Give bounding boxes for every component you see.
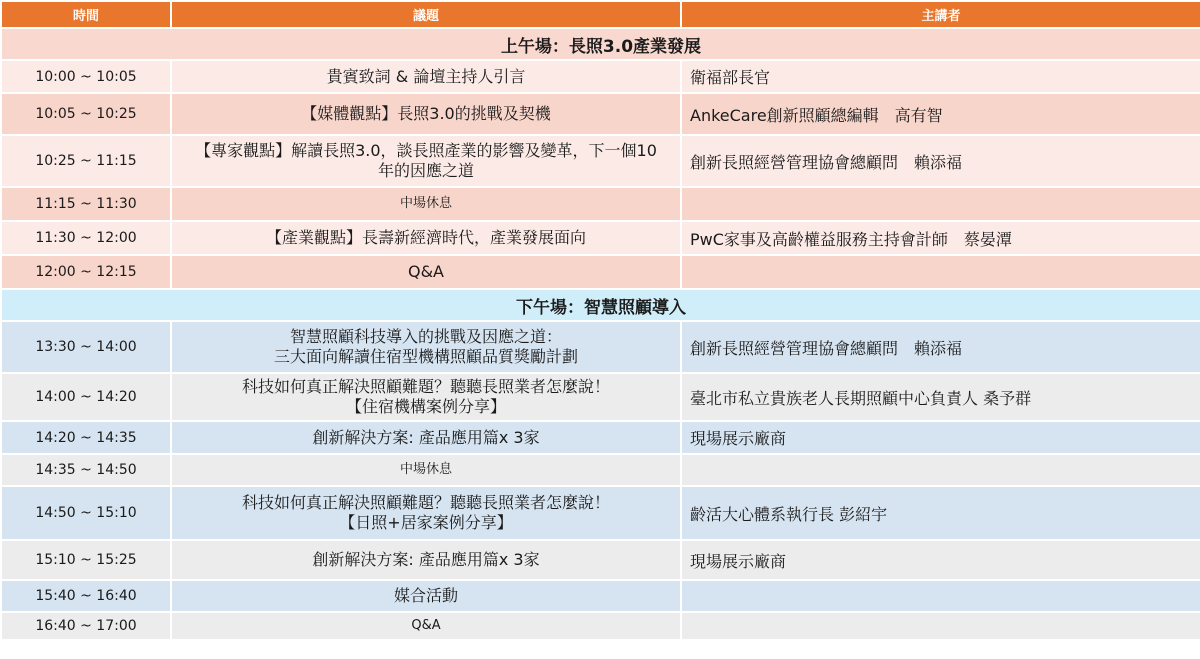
session-speaker: 現場展示廠商: [681, 540, 1200, 580]
table-row: [1, 454, 1200, 486]
session-topic: 智慧照顧科技導入的挑戰及因應之道： 三大面向解讀住宿型機構照顧品質獎勵計劃: [171, 321, 681, 373]
table-row: [1, 60, 1200, 93]
session-topic: 媒合活動: [171, 580, 681, 612]
session-topic: 中場休息: [171, 187, 681, 221]
table-row: [1, 187, 1200, 221]
table-row: [1, 421, 1200, 454]
header-topic: 議題: [171, 1, 681, 28]
session-topic: 創新解決方案: 產品應用篇x 3家: [171, 421, 681, 454]
session-speaker: PwC家事及高齡權益服務主持會計師 蔡晏潭: [681, 221, 1200, 255]
session-speaker: 齡活大心體系執行長 彭紹宇: [681, 486, 1200, 540]
table-row: [1, 321, 1200, 373]
session-time: 14:00 ~ 14:20: [1, 373, 171, 421]
session-speaker: [681, 255, 1200, 289]
session-topic: 科技如何真正解決照顧難題？聽聽長照業者怎麼說！ 【住宿機構案例分享】: [171, 373, 681, 421]
session-topic: Q&A: [171, 612, 681, 640]
table-row: [1, 373, 1200, 421]
session-time: 10:00 ~ 10:05: [1, 60, 171, 93]
session-topic: 創新解決方案: 產品應用篇x 3家: [171, 540, 681, 580]
header-row: [1, 1, 1200, 28]
table-row: [1, 486, 1200, 540]
session-topic: 【產業觀點】長壽新經濟時代，產業發展面向: [171, 221, 681, 255]
session-speaker: 臺北市私立貴族老人長期照顧中心負責人 桑予群: [681, 373, 1200, 421]
session-topic: 貴賓致詞 & 論壇主持人引言: [171, 60, 681, 93]
session-time: 14:50 ~ 15:10: [1, 486, 171, 540]
table-row: [1, 580, 1200, 612]
morning-section-title: 上午場：長照3.0產業發展: [1, 28, 1200, 60]
session-time: 15:40 ~ 16:40: [1, 580, 171, 612]
session-speaker: 創新長照經營管理協會總顧問 賴添福: [681, 135, 1200, 187]
session-time: 16:40 ~ 17:00: [1, 612, 171, 640]
session-speaker: 現場展示廠商: [681, 421, 1200, 454]
table-row: [1, 93, 1200, 135]
session-time: 14:20 ~ 14:35: [1, 421, 171, 454]
session-speaker: 衛福部長官: [681, 60, 1200, 93]
header-time: 時間: [1, 1, 171, 28]
morning-section-row: [1, 28, 1200, 60]
table-row: [1, 221, 1200, 255]
table-row: [1, 540, 1200, 580]
session-speaker: [681, 187, 1200, 221]
afternoon-section-row: [1, 289, 1200, 321]
session-topic: 【媒體觀點】長照3.0的挑戰及契機: [171, 93, 681, 135]
session-topic: Q&A: [171, 255, 681, 289]
afternoon-section-title: 下午場：智慧照顧導入: [1, 289, 1200, 321]
session-time: 12:00 ~ 12:15: [1, 255, 171, 289]
session-time: 10:05 ~ 10:25: [1, 93, 171, 135]
table-row: [1, 135, 1200, 187]
session-speaker: [681, 454, 1200, 486]
session-time: 14:35 ~ 14:50: [1, 454, 171, 486]
session-speaker: 創新長照經營管理協會總顧問 賴添福: [681, 321, 1200, 373]
session-speaker: [681, 612, 1200, 640]
session-time: 13:30 ~ 14:00: [1, 321, 171, 373]
session-time: 11:30 ~ 12:00: [1, 221, 171, 255]
session-time: 10:25 ~ 11:15: [1, 135, 171, 187]
table-row: [1, 612, 1200, 640]
session-topic: 【專家觀點】解讀長照3.0，談長照產業的影響及變革，下一個10 年的因應之道: [171, 135, 681, 187]
session-time: 11:15 ~ 11:30: [1, 187, 171, 221]
session-time: 15:10 ~ 15:25: [1, 540, 171, 580]
session-topic: 中場休息: [171, 454, 681, 486]
header-speaker: 主講者: [681, 1, 1200, 28]
session-topic: 科技如何真正解決照顧難題？聽聽長照業者怎麼說！ 【日照+居家案例分享】: [171, 486, 681, 540]
session-speaker: AnkeCare創新照顧總編輯 高有智: [681, 93, 1200, 135]
table-row: [1, 255, 1200, 289]
session-speaker: [681, 580, 1200, 612]
